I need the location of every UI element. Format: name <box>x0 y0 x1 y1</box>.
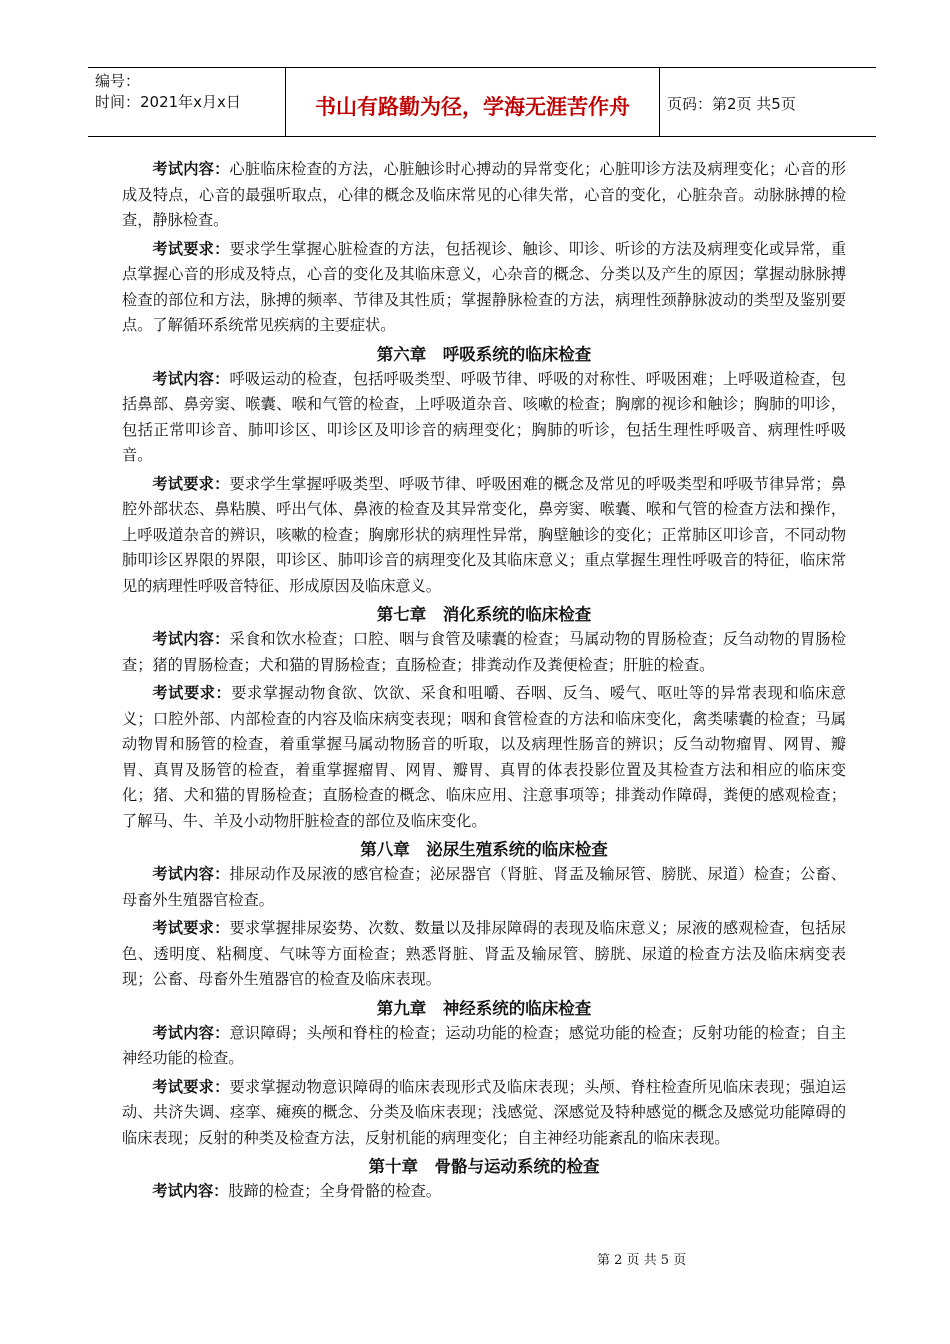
header-motto: 书山有路勤为径，学海无涯苦作舟 <box>286 68 660 136</box>
exam-requirement-paragraph <box>122 681 846 834</box>
paragraph-text: 肢蹄的检查；全身骨骼的检查。 <box>228 1182 441 1200</box>
exam-requirement-paragraph <box>122 472 846 600</box>
paragraph-text: 要求学生掌握心脏检查的方法，包括视诊、触诊、叩诊、听诊的方法及病理变化或异常，重点掌握心音的形成及特点，心音的变化及其临床意义，心杂音的概念、分类以及产生的原因；掌握动脉脉搏检查的部位和方法，脉搏的频率、节律及其性质；掌握静脉检查的方法，病理性颈静脉波动的类型及鉴别要点。了解循环系统常见疾病的主要症状。 <box>122 239 847 334</box>
document-body <box>122 157 846 1208</box>
header-page-info: 页码：第2页 共5页 <box>667 94 796 113</box>
paragraph-text: 要求掌握排尿姿势、次数、数量以及排尿障碍的表现及临床意义；尿液的感观检查，包括尿色、透明度、粘稠度、气味等方面检查；熟悉肾脏、肾盂及输尿管、膀胱、尿道的检查方法及临床病变表现；公畜、母畜外生殖器官的检查及临床表现。 <box>122 919 847 988</box>
exam-content-paragraph <box>122 627 846 678</box>
exam-content-label: 考试内容： <box>152 865 230 883</box>
paragraph-text: 要求掌握动物意识障碍的临床表现形式及临床表现；头颅、脊柱检查所见临床表现；强迫运动、共济失调、痉挛、瘫痪的概念、分类及临床表现；浅感觉、深感觉及特种感觉的概念及感觉功能障碍的临床表现；反射的种类及检查方法，反射机能的病理变化；自主神经功能紊乱的临床表现。 <box>122 1077 847 1147</box>
paragraph-text: 要求学生掌握呼吸类型、呼吸节律、呼吸困难的概念及常见的呼吸类型和呼吸节律异常；鼻腔外部状态、鼻粘膜、呼出气体、鼻液的检查及其异常变化，鼻旁窦、喉囊、喉和气管的检查方法和操作，上呼吸道杂音的辨识，咳嗽的检查；胸廓形状的病理性异常，胸壁触诊的变化；正常肺区叩诊音，不同动物肺叩诊区界限的界限，叩诊区、肺叩诊音的病理变化及其临床意义；重点掌握生理性呼吸音的特征，临床常见的病理性呼吸音特征、形成原因及临床意义。 <box>122 474 847 595</box>
exam-content-label: 考试内容： <box>152 1182 229 1200</box>
document-number-label: 编号： <box>95 72 141 90</box>
exam-content-paragraph <box>122 1021 846 1072</box>
exam-content-label: 考试内容： <box>152 369 230 388</box>
exam-content-paragraph <box>122 367 846 469</box>
document-time-label: 时间：2021年x月x日 <box>95 93 241 111</box>
paragraph-text: 排尿动作及尿液的感官检查；泌尿器官（肾脏、肾盂及输尿管、膀胱、尿道）检查；公畜、母畜外生殖器官检查。 <box>122 865 847 909</box>
exam-requirement-label: 考试要求： <box>152 239 230 258</box>
exam-requirement-label: 考试要求： <box>152 1077 230 1096</box>
paragraph-text: 采食和饮水检查；口腔、咽与食管及嗉囊的检查；马属动物的胃肠检查；反刍动物的胃肠检查；猪的胃肠检查；犬和猫的胃肠检查；直肠检查；排粪动作及粪便检查；肝脏的检查。 <box>122 630 847 674</box>
paragraph-text: 要求掌握动物食欲、饮欲、采食和咀嚼、吞咽、反刍、嗳气、呕吐等的异常表现和临床意义；口腔外部、内部检查的内容及临床病变表现；咽和食管检查的方法和临床变化，禽类嗉囊的检查；马属动物胃和肠管的检查，着重掌握马属动物肠音的听取，以及病理性肠音的辨识；反刍动物瘤胃、网胃、瓣胃、真胃及肠管的检查，着重掌握瘤胃、网胃、瓣胃、真胃的体表投影位置及其检查方法和相应的临床变化；猪、犬和猫的胃肠检查；直肠检查的概念、临床应用、注意事项等；排粪动作障碍，粪便的感观检查；了解马、牛、羊及小动物肝脏检查的部位及临床变化。 <box>122 684 847 830</box>
exam-content-paragraph <box>122 1179 846 1205</box>
page-header <box>88 67 876 137</box>
chapter-title: 第九章 神经系统的临床检查 <box>376 998 592 1018</box>
header-meta <box>88 68 286 136</box>
page-footer: 第 2 页 共 5 页 <box>597 1253 687 1268</box>
exam-requirement-label: 考试要求： <box>152 474 230 493</box>
paragraph-text: 呼吸运动的检查，包括呼吸类型、呼吸节律、呼吸的对称性、呼吸困难；上呼吸道检查，包括鼻部、鼻旁窦、喉囊、喉和气管的检查，上呼吸道杂音、咳嗽的检查；胸廓的视诊和触诊；胸肺的叩诊，包括正常叩诊音、肺叩诊区、叩诊区及叩诊音的病理变化；胸肺的听诊，包括生理性呼吸音、病理性呼吸音。 <box>122 369 847 464</box>
exam-requirement-label: 考试要求： <box>152 919 230 937</box>
paragraph-text: 心脏临床检查的方法，心脏触诊时心搏动的异常变化；心脏叩诊方法及病理变化；心音的形成及特点，心音的最强听取点，心律的概念及临床常见的心律失常，心音的变化，心脏杂音。动脉脉搏的检查，静脉检查。 <box>122 160 847 229</box>
chapter-title: 第七章 消化系统的临床检查 <box>376 605 592 624</box>
exam-content-paragraph <box>122 157 846 234</box>
exam-content-paragraph <box>122 862 846 913</box>
exam-requirement-label: 考试要求： <box>152 684 232 702</box>
chapter-title: 第十章 骨骼与运动系统的检查 <box>368 1157 600 1176</box>
exam-requirement-paragraph <box>122 1075 846 1152</box>
exam-content-label: 考试内容： <box>152 1023 230 1042</box>
exam-content-label: 考试内容： <box>152 630 230 648</box>
exam-requirement-paragraph <box>122 237 846 339</box>
paragraph-text: 意识障碍；头颅和脊柱的检查；运动功能的检查；感觉功能的检查；反射功能的检查；自主神经功能的检查。 <box>122 1023 847 1067</box>
chapter-title: 第六章 呼吸系统的临床检查 <box>376 344 592 364</box>
chapter-title: 第八章 泌尿生殖系统的临床检查 <box>360 840 608 859</box>
exam-content-label: 考试内容： <box>152 160 230 178</box>
exam-requirement-paragraph <box>122 916 846 993</box>
